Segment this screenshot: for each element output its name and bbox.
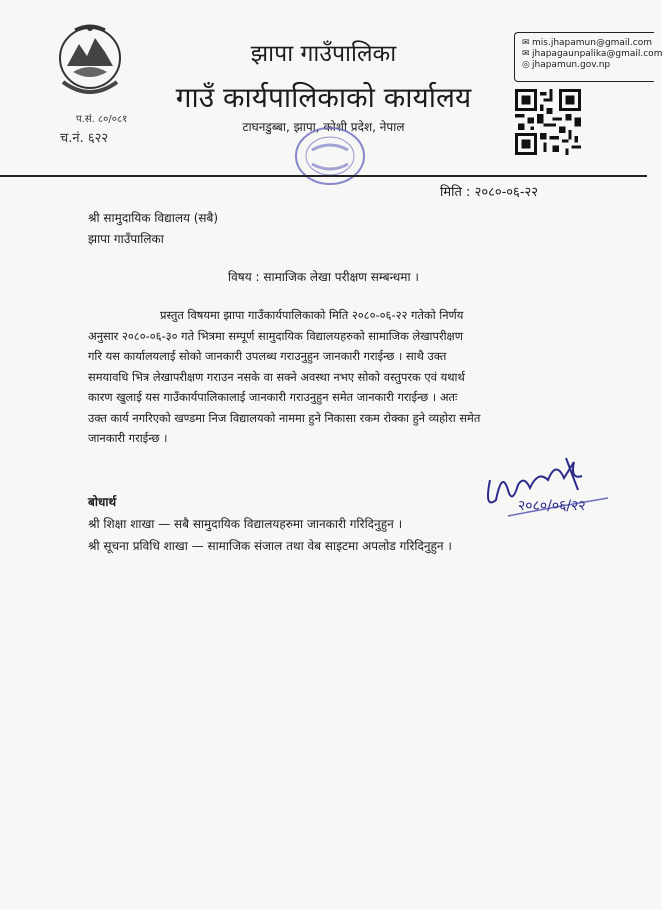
municipality-title: झापा गाउँपालिका	[250, 41, 397, 67]
cc-heading: बोधार्थ	[88, 495, 117, 509]
office-stamp-icon	[290, 120, 370, 190]
body-line: अनुसार २०८०-०६-३० गते भित्रमा सम्पूर्ण सामुदायिक विद्यालयहरुको सामाजिक लेखापरीक्षण	[88, 328, 463, 343]
letter-subject: विषय : सामाजिक लेखा परीक्षण सम्बन्धमा ।	[228, 270, 419, 284]
body-line: समयावधि भित्र लेखापरीक्षण गराउन नसके वा सक्ने अवस्था नभए सोको वस्तुपरक एवं यथार्थ	[88, 369, 465, 384]
letter-body	[88, 305, 580, 449]
handwritten-signature-icon	[478, 450, 618, 540]
dispatch-number: च.नं. ६२२	[60, 131, 109, 146]
body-line: जानकारी गराईन्छ ।	[88, 431, 168, 445]
letter-date: मिति : २०८०-०६-२२	[440, 185, 539, 200]
web-icon: ◎	[522, 60, 530, 70]
contact-website: ◎ jhapamun.gov.np	[522, 60, 611, 70]
body-line: कारण खुलाई यस गाउँकार्यपालिकालाई जानकारी गराउनुहुन समेत जानकारी गराईन्छ । अतः	[88, 390, 458, 404]
office-address: टाघनडुब्बा, झापा, कोशी प्रदेश, नेपाल	[242, 120, 405, 134]
recipient-line-2: झापा गाउँपालिका	[88, 232, 164, 246]
qr-code-icon	[515, 89, 581, 155]
body-line: उक्त कार्य नगरिएको खण्डमा निज विद्यालयको नाममा हुने निकासा रकम रोक्का हुने व्यहोरा समेत	[88, 410, 481, 425]
cc-item-education: श्री शिक्षा शाखा — सबै सामुदायिक विद्यालयहरुमा जानकारी गरिदिनुहुन ।	[88, 517, 403, 531]
contact-email-1: ✉ mis.jhapamun@gmail.com	[522, 38, 653, 48]
signature-date: २०८०/०६/२२	[518, 498, 586, 514]
body-line: गरि यस कार्यालयलाई सोको जानकारी उपलब्ध गराउनुहुन जानकारी गराईन्छ । साथै उक्त	[88, 349, 447, 363]
recipient-line-1: श्री सामुदायिक विद्यालय (सबै)	[88, 211, 219, 225]
cc-item-it: श्री सूचना प्रविधि शाखा — सामाजिक संजाल तथा वेब साइटमा अपलोड गरिदिनुहुन ।	[88, 539, 452, 553]
office-title: गाउँ कार्यपालिकाको कार्यालय	[175, 81, 472, 114]
reference-number: प.सं. ८०/०८१	[76, 114, 128, 125]
header-divider	[0, 175, 647, 177]
mail-icon: ✉	[522, 49, 530, 59]
body-line: प्रस्तुत विषयमा झापा गाउँकार्यपालिकाको मिति २०८०-०६-२२ गतेको निर्णय	[160, 308, 464, 322]
contact-box	[514, 32, 662, 82]
contact-email-2: ✉ jhapagaunpalika@gmail.com	[522, 49, 662, 59]
mail-icon: ✉	[522, 38, 530, 48]
